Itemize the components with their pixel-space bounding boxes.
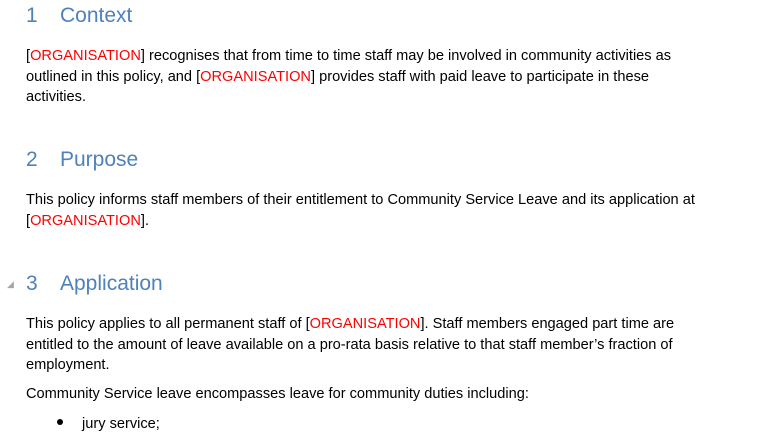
text-run: Community Service leave encompasses leave for community duties including:: [26, 386, 529, 402]
collapse-triangle-icon[interactable]: ◢: [7, 279, 14, 289]
list-item-text: jury service;: [82, 416, 160, 432]
text-run: outlined in this policy, and [: [26, 68, 201, 85]
organisation-placeholder: ORGANISATION: [30, 212, 141, 229]
paragraph-line: [26, 67, 761, 88]
heading-context: [26, 3, 132, 29]
heading-application: [26, 271, 163, 297]
paragraph-line: [26, 384, 761, 405]
heading-purpose: [26, 147, 138, 173]
heading-title: Context: [60, 4, 133, 27]
text-run: activities.: [26, 89, 87, 105]
bullet-dot-icon: [57, 419, 63, 425]
paragraph-line: [26, 190, 761, 211]
paragraph-line: [26, 211, 761, 232]
paragraph-line: [26, 355, 761, 376]
list-item: [26, 414, 160, 435]
text-run: [: [26, 212, 31, 229]
application-paragraph: [26, 314, 761, 376]
text-run: [: [26, 48, 31, 64]
text-run: ]. Staff members engaged part time are: [420, 316, 675, 332]
context-paragraph: [26, 46, 761, 108]
paragraph-line: [26, 314, 761, 335]
organisation-placeholder: ORGANISATION: [200, 68, 311, 85]
text-run: ] provides staff with paid leave to participate in these: [310, 68, 649, 85]
heading-title: Application: [60, 272, 163, 295]
purpose-paragraph: [26, 190, 761, 231]
paragraph-line: [26, 46, 761, 67]
organisation-placeholder: ORGANISATION: [30, 48, 141, 64]
paragraph-line: [26, 87, 761, 108]
heading-number: 3: [26, 272, 38, 295]
text-run: This policy applies to all permanent staff of [: [26, 316, 310, 332]
community-duties-paragraph: [26, 384, 761, 405]
text-run: entitled to the amount of leave available on a pro-rata basis relative to that staff member’s fraction of: [26, 336, 673, 353]
organisation-placeholder: ORGANISATION: [309, 316, 421, 332]
text-run: employment.: [26, 357, 110, 373]
paragraph-line: [26, 335, 761, 356]
text-run: ] recognises that from time to time staff may be involved in community activities as: [140, 48, 672, 64]
heading-title: Purpose: [60, 148, 139, 171]
heading-number: 1: [26, 4, 38, 27]
heading-number: 2: [26, 148, 38, 171]
text-run: This policy informs staff members of their entitlement to Community Service Leave and its application at: [26, 192, 695, 208]
text-run: ].: [140, 212, 149, 229]
